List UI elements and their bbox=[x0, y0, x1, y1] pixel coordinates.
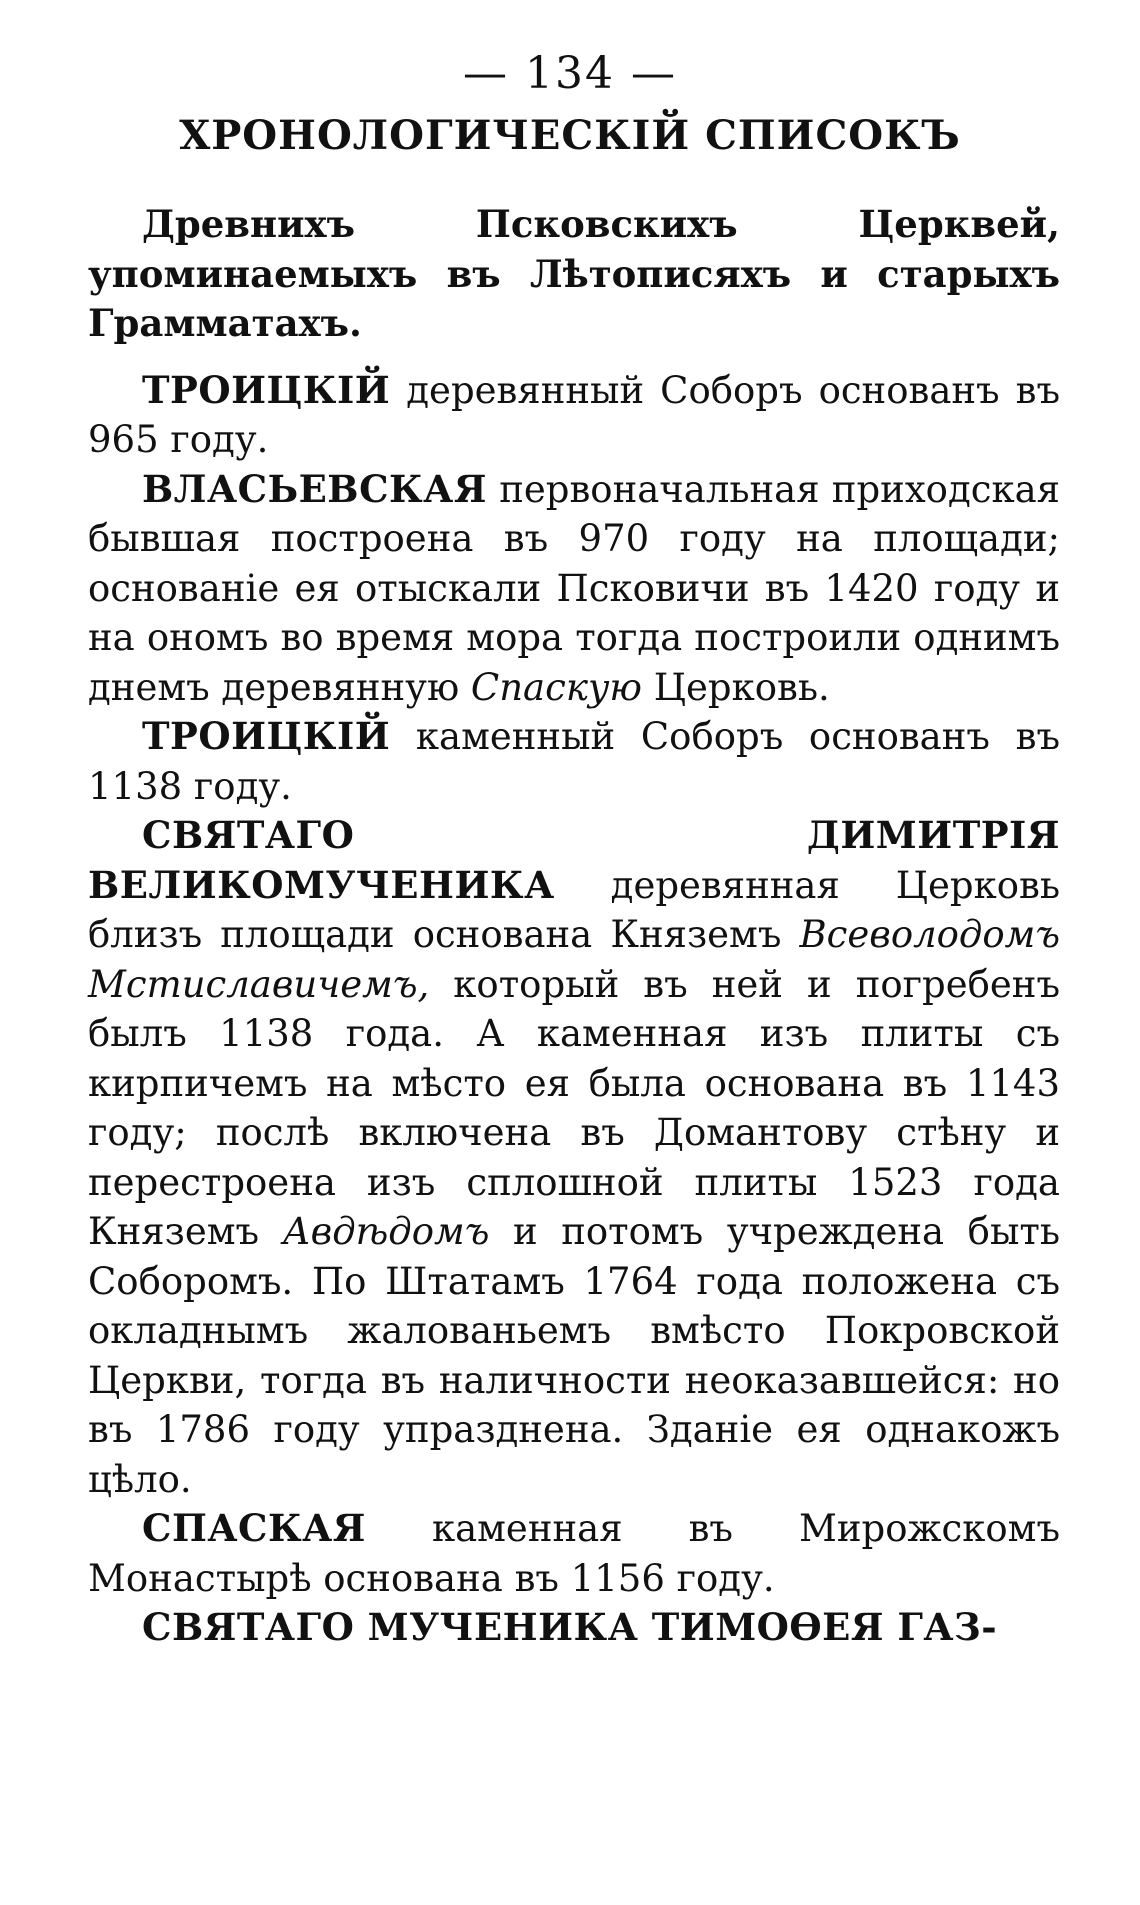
list-subtitle: Древнихъ Псковскихъ Церквей, упоминаемыхъ въ Лѣтописяхъ и старыхъ Грамматахъ. bbox=[88, 202, 1060, 345]
church-name: СВЯТАГО ДИМИТРІЯ ВЕЛИКОМУЧЕНИКА bbox=[88, 813, 1060, 907]
entry-text: Церковь. bbox=[641, 665, 830, 709]
page-number: — 134 — bbox=[463, 48, 677, 99]
church-name: ТРОИЦКІЙ bbox=[142, 714, 391, 758]
entry-paragraph bbox=[88, 811, 1060, 1504]
entry-paragraph bbox=[88, 465, 1060, 713]
church-name: СВЯТАГО МУЧЕНИКА ТИМОѲЕЯ ГАЗ- bbox=[142, 1605, 998, 1649]
church-name: ТРОИЦКІЙ bbox=[142, 367, 391, 412]
entry-text: который въ ней и погребенъ былъ 1138 года. А каменная изъ плиты съ кирпичемъ на мѣсто ея была основана въ 1143 году; послѣ включена въ Домантову стѣну и перестроена изъ сплошной плиты 1523 года Княземъ bbox=[88, 962, 1060, 1253]
entry-text: деревянный Соборъ основанъ въ 965 году. bbox=[88, 368, 1060, 461]
body-text bbox=[88, 200, 1060, 1653]
entry-paragraph bbox=[88, 712, 1060, 811]
entry-text: и потомъ учреждена быть Соборомъ. По Штатамъ 1764 года положена съ окладнымъ жалованьемъ вмѣсто Покровской Церкви, тогда въ наличности неоказавшейся: но въ 1786 году упразднена. Зданіе ея однакожъ цѣло. bbox=[88, 1210, 1061, 1501]
entry-text: первоначальная приходская бывшая построена въ 970 году на площади; основаніе ея отыскали Псковичи въ 1420 году и на ономъ во время мора тогда построили однимъ днемъ деревянную bbox=[88, 467, 1060, 709]
entry-paragraph bbox=[88, 366, 1060, 465]
entry-italic: Авдѣдомъ bbox=[282, 1210, 490, 1253]
church-name: ВЛАСЬЕВСКАЯ bbox=[142, 466, 487, 511]
church-name: СПАСКАЯ bbox=[142, 1506, 366, 1550]
entry-text: деревянная Церковь близъ площади основана Княземъ bbox=[88, 863, 1060, 956]
page-title: ХРОНОЛОГИЧЕСКІЙ СПИСОКЪ bbox=[179, 112, 961, 159]
entry-text: каменный Соборъ основанъ въ 1138 году. bbox=[88, 715, 1060, 808]
entry-text: каменная въ Мирожскомъ Монастырѣ основана въ 1156 году. bbox=[88, 1507, 1060, 1600]
entry-italic: Спаскую bbox=[470, 665, 642, 709]
entry-italic: Всеволодомъ Мстиславичемъ, bbox=[88, 913, 1060, 1006]
entry-paragraph bbox=[88, 1504, 1060, 1603]
entry-paragraph bbox=[88, 1603, 1060, 1653]
